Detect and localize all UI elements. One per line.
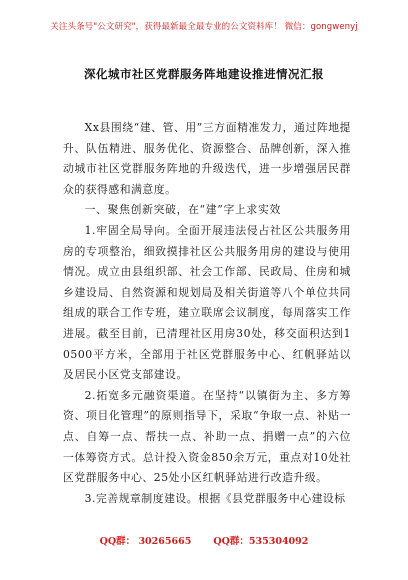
qq-group-1: QQ群： 30265665 xyxy=(99,536,192,547)
document-title: 深化城市社区党群服务阵地建设推进情况汇报 xyxy=(84,67,324,81)
qq-group-2: QQ群：535304092 xyxy=(213,536,309,547)
document-body xyxy=(63,118,351,509)
body-paragraph: 3.完善规章制度建设。根据《县党群服务中心建设标 xyxy=(84,491,346,505)
body-paragraph: 2.拓宽多元融资渠道。在坚持“以镇街为主、多方筹资、项目化管理”的原则指导下，采取“争取一点、补贴一点、自筹一点、帮扶一点、补助一点、捐赠一点”的六位一体筹资方式。总计投入资金850余万元，重点对10处社区党群服务中心、25处小区红帆驿站进行改造升级。 xyxy=(63,388,351,485)
body-paragraph: 1.牢固全局导向。全面开展违法侵占社区公共服务用房的专项整治，细致摸排社区公共服务用房的建设与使用情况。成立由县组织部、社会工作部、民政局、住房和城乡建设局、自然资源和规划局及相关街道等八个单位共同组成的联合工作专班，建立联席会议制度，每周落实工作进展。截至目前，已清理社区用房30处，移交面积达到10500平方米，全部用于社区党群服务中心、红帆驿站以及居民小区党支部建设。 xyxy=(63,223,351,382)
footer-contact xyxy=(0,535,408,548)
promo-banner: 关注头条号"公文研究"，获得最新最全最专业的公文资料库！ 微信：gongwenyj xyxy=(50,22,358,32)
section-heading: 一、聚焦创新突破，在“建”字上求实效 xyxy=(84,203,281,217)
intro-paragraph: Xx县围绕“建、管、用”三方面精准发力，通过阵地提升、队伍精进、服务优化、资源整合、品牌创新，深入推动城市社区党群服务阵地的升级迭代，进一步增强居民群众的获得感和满意度。 xyxy=(63,121,351,196)
